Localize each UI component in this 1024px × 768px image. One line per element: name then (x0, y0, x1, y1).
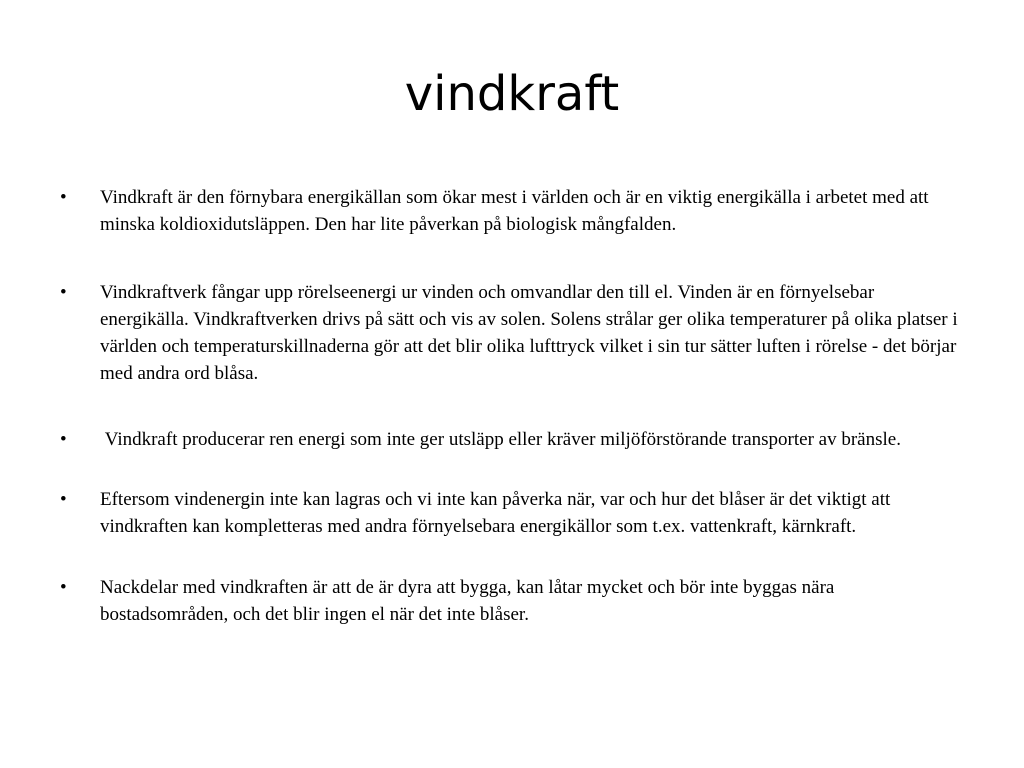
bullet-marker: • (60, 577, 67, 598)
bullet-marker: • (60, 282, 67, 303)
bullet-text: Nackdelar med vindkraften är att de är dyra att bygga, kan låtar mycket och bör inte byggas nära bostadsområden, och det blir ingen el när det inte blåser. (100, 577, 835, 625)
bullet-text: Vindkraftverk fångar upp rörelseenergi ur vinden och omvandlar den till el. Vinden är en förnyelsebar energikälla. Vindkraftverken drivs på sätt och vis av solen. Solens strålar ger olika temperaturer på olika platser i världen och temperaturskillnaderna gör att det blir olika lufttryck vilket i sin tur sätter luften i rörelse - det börjar med andra ord blåsa. (100, 282, 958, 384)
bullet-marker: • (60, 489, 67, 510)
slide-title: vindkraft (404, 66, 620, 122)
bullet-text: Vindkraft är den förnybara energikällan som ökar mest i världen och är en viktig energikälla i arbetet med att minska koldioxidutsläppen. Den har lite påverkan på biologisk mångfalden. (100, 187, 929, 235)
bullet-marker: • (60, 187, 67, 208)
bullet-text: Vindkraft producerar ren energi som inte ger utsläpp eller kräver miljöförstörande transporter av bränsle. (100, 429, 901, 450)
bullet-text: Eftersom vindenergin inte kan lagras och vi inte kan påverka när, var och hur det blåser är det viktigt att vindkraften kan kompletteras med andra förnyelsebara energikällor som t.ex. vattenkraft, kärnkraft. (100, 489, 891, 537)
bullet-marker: • (60, 429, 67, 450)
